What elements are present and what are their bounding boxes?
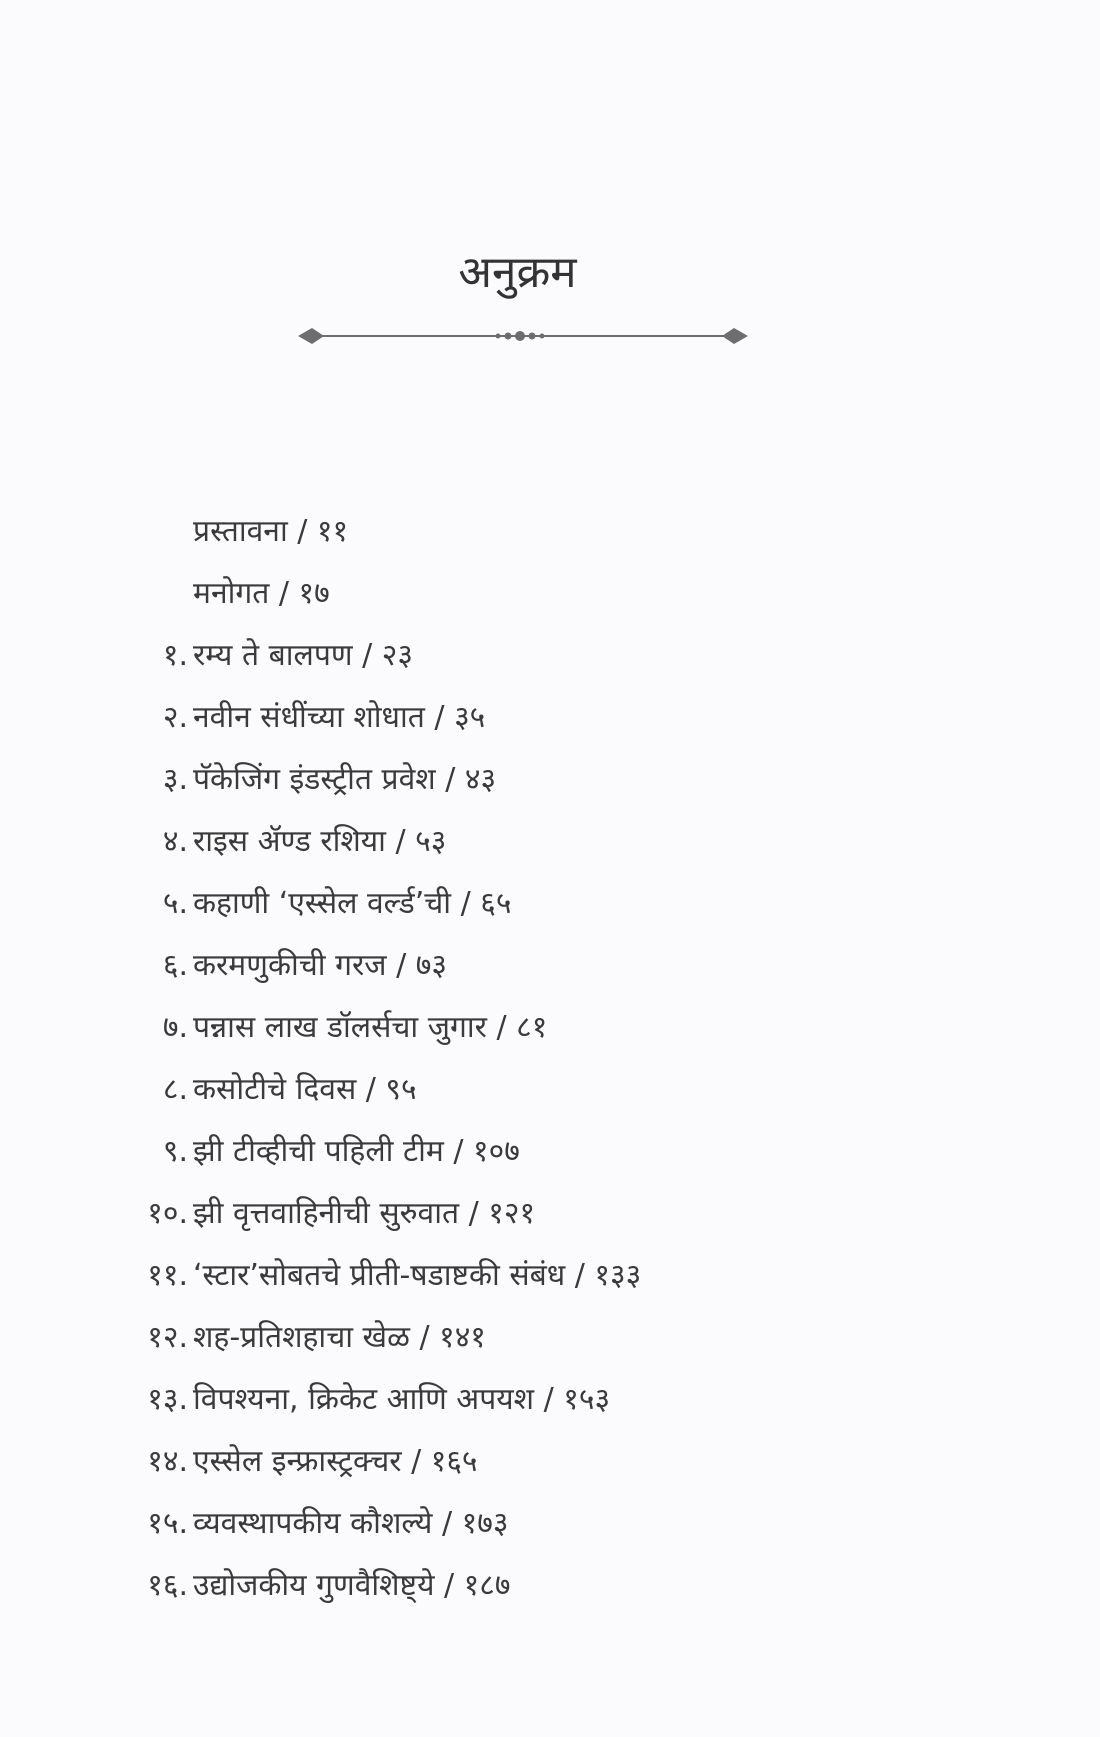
toc-entry xyxy=(0,1066,1100,1128)
chapter-title: प्रस्तावना xyxy=(193,514,288,549)
page-number: ९५ xyxy=(385,1072,417,1107)
toc-entry xyxy=(0,1376,1100,1438)
chapter-number: ८. xyxy=(162,1072,188,1107)
ornament-divider xyxy=(296,322,750,350)
chapter-number: १२. xyxy=(147,1320,188,1355)
page-number: १६५ xyxy=(430,1444,478,1479)
page-number: १७ xyxy=(298,576,330,611)
page-number: १७३ xyxy=(461,1506,509,1541)
page-number: ८१ xyxy=(516,1010,548,1045)
chapter-entry xyxy=(193,756,496,804)
chapter-title: कहाणी ‘एस्सेल वर्ल्ड’ची xyxy=(193,886,452,921)
chapter-number: ४. xyxy=(162,824,188,859)
chapter-title: शह-प्रतिशहाचा खेळ xyxy=(193,1320,410,1355)
chapter-title: कसोटीचे दिवस xyxy=(193,1072,357,1107)
toc-entry xyxy=(0,1190,1100,1252)
chapter-number: १५. xyxy=(147,1506,188,1541)
separator: / xyxy=(287,514,317,549)
page-number: १२१ xyxy=(488,1196,536,1231)
toc-entry xyxy=(0,942,1100,1004)
page-number: ११ xyxy=(316,514,349,549)
chapter-entry xyxy=(193,1314,486,1362)
chapter-number: १४. xyxy=(147,1444,188,1479)
separator: / xyxy=(352,638,382,673)
separator: / xyxy=(432,1506,462,1541)
chapter-entry xyxy=(193,1376,610,1424)
separator: / xyxy=(386,948,416,983)
chapter-number: ११. xyxy=(147,1258,188,1293)
page-number: ३५ xyxy=(454,700,486,735)
toc-entry xyxy=(0,1004,1100,1066)
separator: / xyxy=(486,1010,517,1045)
separator: / xyxy=(459,1196,489,1231)
chapter-entry xyxy=(193,632,413,680)
separator: / xyxy=(385,824,416,859)
chapter-title: व्यवस्थापकीय कौशल्ये xyxy=(193,1506,433,1541)
chapter-entry xyxy=(193,1190,535,1238)
chapter-entry xyxy=(193,1438,478,1486)
chapter-number: १६. xyxy=(147,1568,188,1603)
toc-entry xyxy=(0,1252,1100,1314)
separator: / xyxy=(424,700,455,735)
page-number: २३ xyxy=(381,638,413,673)
chapter-entry xyxy=(193,508,348,556)
chapter-title: मनोगत xyxy=(193,576,270,611)
chapter-entry xyxy=(193,942,447,990)
separator: / xyxy=(356,1072,386,1107)
chapter-number: १०. xyxy=(147,1196,188,1231)
page-number: १४१ xyxy=(439,1320,486,1355)
toc-entry xyxy=(0,570,1100,632)
chapter-title: उद्योजकीय गुणवैशिष्ट्ये xyxy=(193,1568,435,1603)
chapter-title: ‘स्टार’सोबतचे प्रीती-षडाष्टकी संबंध xyxy=(193,1258,566,1293)
page-number: ५३ xyxy=(415,824,447,859)
chapter-entry xyxy=(193,818,446,866)
chapter-number: ३. xyxy=(162,762,188,797)
chapter-title: पॅकेजिंग इंडस्ट्रीत प्रवेश xyxy=(193,762,436,797)
chapter-number: २. xyxy=(162,700,188,735)
toc-entry xyxy=(0,880,1100,942)
chapter-title: रम्य ते बालपण xyxy=(193,638,353,673)
separator: / xyxy=(269,576,299,611)
toc-entry xyxy=(0,1438,1100,1500)
chapter-title: पन्नास लाख डॉलर्सचा जुगार xyxy=(193,1010,487,1045)
page-number: १८७ xyxy=(463,1568,511,1603)
chapter-entry xyxy=(193,1004,547,1052)
chapter-number: ६. xyxy=(162,948,188,983)
chapter-title: करमणुकीची गरज xyxy=(193,948,387,983)
chapter-entry xyxy=(193,570,330,618)
page-number: १५३ xyxy=(563,1382,611,1417)
chapter-title: राइस ॲण्ड रशिया xyxy=(193,824,386,859)
chapter-number: ७. xyxy=(162,1010,188,1045)
toc-entry xyxy=(0,1500,1100,1562)
chapter-number: ५. xyxy=(162,886,188,921)
chapter-entry xyxy=(193,1562,510,1610)
toc-entry xyxy=(0,694,1100,756)
page-number: ७३ xyxy=(415,948,447,983)
chapter-entry xyxy=(193,1500,508,1548)
chapter-title: नवीन संधींच्या शोधात xyxy=(193,700,425,735)
toc-entry xyxy=(0,632,1100,694)
page-number: १३३ xyxy=(594,1258,642,1293)
separator: / xyxy=(434,1568,464,1603)
page-number: ४३ xyxy=(464,762,497,797)
toc-entry xyxy=(0,818,1100,880)
chapter-entry xyxy=(193,1128,520,1176)
toc-entry xyxy=(0,1128,1100,1190)
chapter-title: झी टीव्हीची पहिली टीम xyxy=(193,1134,444,1169)
separator: / xyxy=(409,1320,440,1355)
toc-entry xyxy=(0,1314,1100,1376)
toc-entry xyxy=(0,508,1100,570)
chapter-entry xyxy=(193,1252,641,1300)
chapter-entry xyxy=(193,1066,417,1114)
toc-entry xyxy=(0,756,1100,818)
separator: / xyxy=(401,1444,431,1479)
chapter-number: १३. xyxy=(147,1382,188,1417)
separator: / xyxy=(451,886,481,921)
chapter-entry xyxy=(193,694,485,742)
separator: / xyxy=(534,1382,564,1417)
page-title: अनुक्रम xyxy=(458,247,577,298)
chapter-title: झी वृत्तवाहिनीची सुरुवात xyxy=(193,1196,460,1231)
chapter-title: विपश्यना, क्रिकेट आणि अपयश xyxy=(193,1382,535,1417)
separator: / xyxy=(435,762,465,797)
chapter-title: एस्सेल इन्फ्रास्ट्रक्चर xyxy=(193,1444,402,1479)
table-of-contents xyxy=(0,508,1100,1624)
toc-entry xyxy=(0,1562,1100,1624)
separator: / xyxy=(565,1258,595,1293)
chapter-number: ९. xyxy=(162,1134,188,1169)
page-number: १०७ xyxy=(473,1134,520,1169)
chapter-entry xyxy=(193,880,511,928)
separator: / xyxy=(443,1134,474,1169)
page-number: ६५ xyxy=(480,886,512,921)
chapter-number: १. xyxy=(162,638,188,673)
